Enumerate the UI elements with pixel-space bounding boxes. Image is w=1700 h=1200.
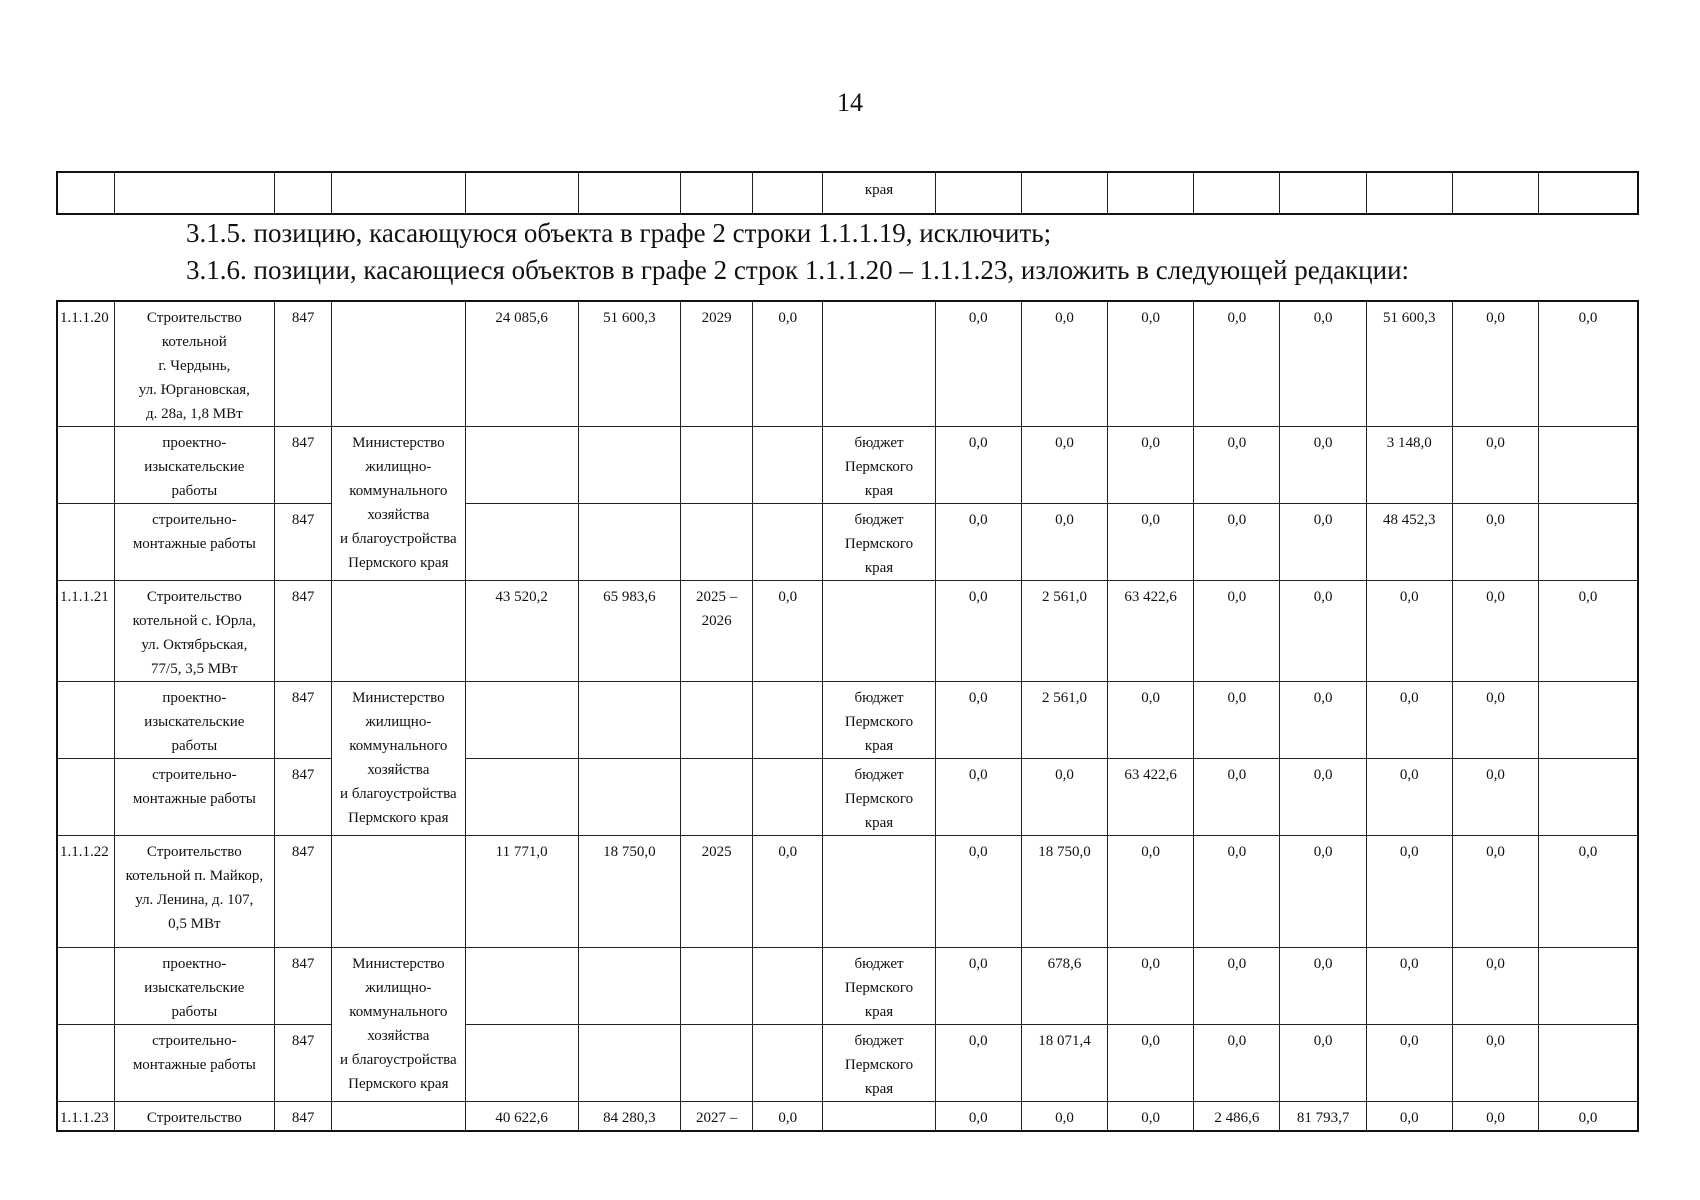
value-cell: 0,0: [935, 836, 1021, 948]
value-cell: 2 561,0: [1021, 682, 1107, 759]
years-cell: [681, 948, 753, 1025]
objects-table: [56, 300, 1639, 1132]
value-cell: 0,0: [753, 301, 823, 427]
value-cell: 0,0: [935, 948, 1021, 1025]
grbs-code: 847: [275, 1102, 332, 1132]
years-cell: [681, 682, 753, 759]
value-cell: 0,0: [1108, 427, 1194, 504]
value-cell: 18 750,0: [1021, 836, 1107, 948]
value-cell: 0,0: [1280, 427, 1366, 504]
value-cell: 0,0: [935, 301, 1021, 427]
value-cell: 0,0: [1280, 301, 1366, 427]
value-cell: [753, 504, 823, 581]
row-code: [57, 504, 114, 581]
table-row: [57, 1102, 1638, 1132]
value-cell: 2 561,0: [1021, 581, 1107, 682]
value-cell: 0,0: [1539, 301, 1638, 427]
table-row: [57, 504, 1638, 581]
work-name: строительно- монтажные работы: [114, 759, 274, 836]
value-cell: [578, 948, 680, 1025]
value-cell: 0,0: [1194, 301, 1280, 427]
value-cell: 0,0: [1194, 682, 1280, 759]
table-row: [57, 581, 1638, 682]
work-name: строительно- монтажные работы: [114, 504, 274, 581]
value-cell: 84 280,3: [578, 1102, 680, 1132]
value-cell: 0,0: [1108, 948, 1194, 1025]
value-cell: 11 771,0: [465, 836, 578, 948]
value-cell: 0,0: [1021, 427, 1107, 504]
value-cell: 0,0: [1366, 948, 1452, 1025]
value-cell: 0,0: [1452, 1025, 1538, 1102]
value-cell: 0,0: [1366, 581, 1452, 682]
table-row: [57, 1025, 1638, 1102]
value-cell: 0,0: [1452, 1102, 1538, 1132]
value-cell: 0,0: [1108, 1102, 1194, 1132]
value-cell: [753, 759, 823, 836]
objects-table-body: [57, 301, 1638, 1131]
value-cell: 0,0: [1452, 427, 1538, 504]
value-cell: 0,0: [1280, 948, 1366, 1025]
table-cell: [753, 172, 823, 214]
value-cell: [578, 427, 680, 504]
value-cell: [465, 948, 578, 1025]
value-cell: [1539, 504, 1638, 581]
value-cell: 0,0: [1366, 836, 1452, 948]
value-cell: [753, 948, 823, 1025]
table-cell: [935, 172, 1021, 214]
table-cell: [465, 172, 578, 214]
value-cell: 0,0: [1108, 836, 1194, 948]
value-cell: 51 600,3: [578, 301, 680, 427]
years-cell: 2027 –: [681, 1102, 753, 1132]
value-cell: 18 071,4: [1021, 1025, 1107, 1102]
object-name: Строительство: [114, 1102, 274, 1132]
value-cell: [578, 759, 680, 836]
row-code: 1.1.1.20: [57, 301, 114, 427]
value-cell: 678,6: [1021, 948, 1107, 1025]
value-cell: 0,0: [1108, 504, 1194, 581]
source-cell: [823, 301, 935, 427]
table-continuation-strip: [56, 171, 1639, 215]
executor-cell: [332, 836, 465, 948]
value-cell: 0,0: [935, 427, 1021, 504]
paragraph-3-1-6: 3.1.6. позиции, касающиеся объектов в графе 2 строк 1.1.1.20 – 1.1.1.23, изложить в следующей редакции:: [186, 255, 1410, 285]
table-cell: [1539, 172, 1638, 214]
row-code: [57, 759, 114, 836]
value-cell: 0,0: [1108, 1025, 1194, 1102]
row-code: 1.1.1.23: [57, 1102, 114, 1132]
value-cell: 0,0: [935, 504, 1021, 581]
grbs-code: 847: [275, 1025, 332, 1102]
object-name: Строительство котельной с. Юрла, ул. Октябрьская, 77/5, 3,5 МВт: [114, 581, 274, 682]
value-cell: 0,0: [1452, 682, 1538, 759]
row-code: [57, 1025, 114, 1102]
value-cell: [465, 427, 578, 504]
value-cell: 51 600,3: [1366, 301, 1452, 427]
table-cell: [1452, 172, 1538, 214]
executor-cell: [332, 581, 465, 682]
grbs-code: 847: [275, 427, 332, 504]
funding-source: бюджет Пермского края: [823, 504, 935, 581]
table-cell: [1108, 172, 1194, 214]
years-cell: [681, 504, 753, 581]
value-cell: 0,0: [753, 1102, 823, 1132]
value-cell: 0,0: [935, 759, 1021, 836]
grbs-code: 847: [275, 682, 332, 759]
value-cell: 0,0: [1194, 504, 1280, 581]
value-cell: 0,0: [1366, 759, 1452, 836]
value-cell: 3 148,0: [1366, 427, 1452, 504]
grbs-code: 847: [275, 759, 332, 836]
value-cell: [753, 1025, 823, 1102]
table-row: [57, 759, 1638, 836]
object-name: Строительство котельной п. Майкор, ул. Ленина, д. 107, 0,5 МВт: [114, 836, 274, 948]
value-cell: 63 422,6: [1108, 581, 1194, 682]
years-cell: [681, 427, 753, 504]
paragraph-3-1-5: 3.1.5. позицию, касающуюся объекта в графе 2 строки 1.1.1.19, исключить;: [186, 218, 1052, 248]
value-cell: 0,0: [1280, 836, 1366, 948]
table-row: [57, 427, 1638, 504]
value-cell: 0,0: [1366, 1025, 1452, 1102]
funding-source: бюджет Пермского края: [823, 427, 935, 504]
years-cell: 2025: [681, 836, 753, 948]
source-cell: [823, 1102, 935, 1132]
table-row: [57, 301, 1638, 427]
table-cell: [57, 172, 114, 214]
value-cell: 2 486,6: [1194, 1102, 1280, 1132]
table-row: [57, 172, 1638, 214]
funding-source: бюджет Пермского края: [823, 759, 935, 836]
value-cell: [753, 427, 823, 504]
value-cell: 0,0: [1194, 581, 1280, 682]
value-cell: [465, 504, 578, 581]
value-cell: 0,0: [1021, 504, 1107, 581]
table-cell: [332, 172, 465, 214]
value-cell: 63 422,6: [1108, 759, 1194, 836]
value-cell: [1539, 759, 1638, 836]
value-cell: 0,0: [1366, 1102, 1452, 1132]
value-cell: 0,0: [1280, 759, 1366, 836]
value-cell: 0,0: [1108, 682, 1194, 759]
value-cell: [578, 682, 680, 759]
value-cell: 0,0: [1194, 836, 1280, 948]
work-name: проектно- изыскательские работы: [114, 948, 274, 1025]
source-cell: [823, 581, 935, 682]
value-cell: 24 085,6: [465, 301, 578, 427]
value-cell: 65 983,6: [578, 581, 680, 682]
value-cell: 0,0: [1539, 836, 1638, 948]
funding-source: бюджет Пермского края: [823, 1025, 935, 1102]
value-cell: [1539, 682, 1638, 759]
value-cell: 0,0: [935, 682, 1021, 759]
table-cell: [681, 172, 753, 214]
work-name: строительно- монтажные работы: [114, 1025, 274, 1102]
table-cell: [1280, 172, 1366, 214]
value-cell: [1539, 1025, 1638, 1102]
value-cell: 0,0: [1452, 836, 1538, 948]
table-cell: [1021, 172, 1107, 214]
row-code: 1.1.1.22: [57, 836, 114, 948]
ministry-name: Министерство жилищно- коммунального хозяйства и благоустройства Пермского края: [332, 427, 465, 581]
object-name: Строительство котельной г. Чердынь, ул. Юргановская, д. 28а, 1,8 МВт: [114, 301, 274, 427]
years-cell: 2025 – 2026: [681, 581, 753, 682]
value-cell: 0,0: [1452, 948, 1538, 1025]
value-cell: [1539, 948, 1638, 1025]
value-cell: 0,0: [1021, 301, 1107, 427]
value-cell: [465, 682, 578, 759]
value-cell: 0,0: [1194, 759, 1280, 836]
value-cell: [753, 682, 823, 759]
value-cell: 0,0: [1452, 301, 1538, 427]
value-cell: [578, 504, 680, 581]
executor-cell: [332, 1102, 465, 1132]
value-cell: 0,0: [1021, 759, 1107, 836]
value-cell: 0,0: [753, 581, 823, 682]
value-cell: 0,0: [1452, 504, 1538, 581]
funding-source: бюджет Пермского края: [823, 948, 935, 1025]
value-cell: [1539, 427, 1638, 504]
value-cell: 81 793,7: [1280, 1102, 1366, 1132]
grbs-code: 847: [275, 948, 332, 1025]
value-cell: 18 750,0: [578, 836, 680, 948]
value-cell: [465, 1025, 578, 1102]
value-cell: 0,0: [1280, 1025, 1366, 1102]
ministry-name: Министерство жилищно- коммунального хозяйства и благоустройства Пермского края: [332, 682, 465, 836]
value-cell: 0,0: [1108, 301, 1194, 427]
value-cell: 0,0: [1280, 581, 1366, 682]
table-row: [57, 836, 1638, 948]
value-cell: 0,0: [1452, 581, 1538, 682]
grbs-code: 847: [275, 504, 332, 581]
value-cell: 0,0: [935, 1102, 1021, 1132]
value-cell: 48 452,3: [1366, 504, 1452, 581]
grbs-code: 847: [275, 836, 332, 948]
grbs-code: 847: [275, 581, 332, 682]
table-cell: [114, 172, 274, 214]
executor-cell: [332, 301, 465, 427]
value-cell: 0,0: [1280, 682, 1366, 759]
value-cell: 43 520,2: [465, 581, 578, 682]
value-cell: 0,0: [935, 581, 1021, 682]
value-cell: 0,0: [1452, 759, 1538, 836]
value-cell: 40 622,6: [465, 1102, 578, 1132]
value-cell: 0,0: [1280, 504, 1366, 581]
grbs-code: 847: [275, 301, 332, 427]
value-cell: 0,0: [935, 1025, 1021, 1102]
table-cell: края: [823, 172, 935, 214]
value-cell: 0,0: [1366, 682, 1452, 759]
value-cell: 0,0: [1194, 948, 1280, 1025]
value-cell: 0,0: [1194, 427, 1280, 504]
table-cell: [578, 172, 680, 214]
value-cell: 0,0: [1021, 1102, 1107, 1132]
table-cell: [1366, 172, 1452, 214]
years-cell: [681, 759, 753, 836]
years-cell: 2029: [681, 301, 753, 427]
value-cell: 0,0: [1539, 581, 1638, 682]
value-cell: [465, 759, 578, 836]
value-cell: [578, 1025, 680, 1102]
row-code: [57, 948, 114, 1025]
work-name: проектно- изыскательские работы: [114, 427, 274, 504]
table-cell: [275, 172, 332, 214]
table-row: [57, 682, 1638, 759]
source-cell: [823, 836, 935, 948]
table-row: [57, 948, 1638, 1025]
value-cell: 0,0: [753, 836, 823, 948]
value-cell: 0,0: [1194, 1025, 1280, 1102]
funding-source: бюджет Пермского края: [823, 682, 935, 759]
row-code: 1.1.1.21: [57, 581, 114, 682]
row-code: [57, 682, 114, 759]
row-code: [57, 427, 114, 504]
page-number: 14: [837, 88, 863, 117]
years-cell: [681, 1025, 753, 1102]
work-name: проектно- изыскательские работы: [114, 682, 274, 759]
ministry-name: Министерство жилищно- коммунального хозяйства и благоустройства Пермского края: [332, 948, 465, 1102]
value-cell: 0,0: [1539, 1102, 1638, 1132]
table-cell: [1194, 172, 1280, 214]
